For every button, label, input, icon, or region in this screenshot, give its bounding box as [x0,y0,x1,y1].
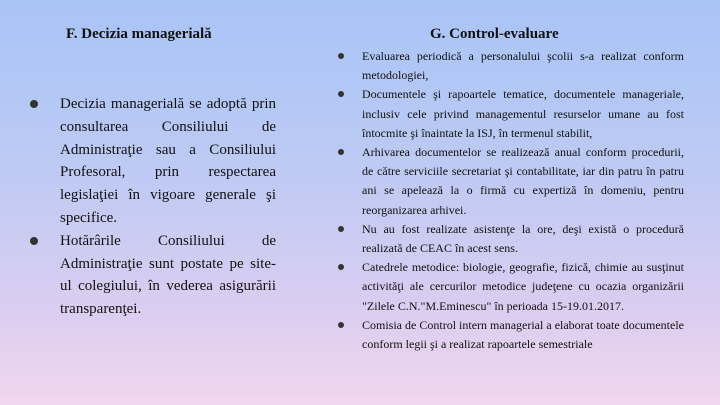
bullet-icon [338,53,344,59]
list-item-text: Nu au fost realizate asistenţe la ore, deşi există o procedură realizată de CEAC în acest sens. [362,221,684,256]
right-bullet-list [336,47,684,354]
right-column-title: G. Control-evaluare [430,26,559,42]
bullet-icon [30,100,38,108]
left-column-title: F. Decizia managerială [66,26,212,42]
bullet-icon [338,226,344,232]
list-item [30,230,276,321]
list-item [336,220,684,258]
bullet-icon [30,237,38,245]
list-item [336,47,684,85]
list-item-text: Comisia de Control intern managerial a elaborat toate documentele conform legii şi a realizat rapoartele semestriale [362,317,684,352]
list-item [336,85,684,143]
list-item-text: Decizia managerială se adoptă prin consultarea Consiliului de Administraţie sau a Consiliului Profesoral, prin respectarea legislaţiei în vigoare generale şi specifice. [60,96,276,226]
left-bullet-list [30,93,276,321]
list-item [30,93,276,230]
list-item-text: Catedrele metodice: biologie, geografie, fizică, chimie au susţinut activităţi ale cercurilor metodice judeţene cu ocazia organizării "Zilele C.N."M.Eminescu" în perioada 15-19.01.2017. [362,260,684,313]
list-item [336,316,684,354]
bullet-icon [338,149,344,155]
bullet-icon [338,322,344,328]
list-item-text: Arhivarea documentelor se realizează anual conform procedurii, de către serviciile secretariat şi contabilitate, iar din patru în patru ani se apelează la o firmă cu expertiză în domeniu, pentru reorganizarea arhivei. [362,145,684,217]
list-item-text: Hotărârile Consiliului de Administraţie sunt postate pe site-ul colegiului, în vederea asigurării transparenţei. [60,232,276,318]
list-item [336,258,684,316]
bullet-icon [338,91,344,97]
list-item-text: Evaluarea periodică a personalului şcolii s-a realizat conform metodologiei, [362,49,684,83]
bullet-icon [338,264,344,270]
list-item [336,143,684,220]
list-item-text: Documentele şi rapoartele tematice, documentele manageriale, inclusiv cele privind managementul resurselor umane au fost întocmite şi înaintate la ISJ, în termenul stabilit, [362,87,684,140]
